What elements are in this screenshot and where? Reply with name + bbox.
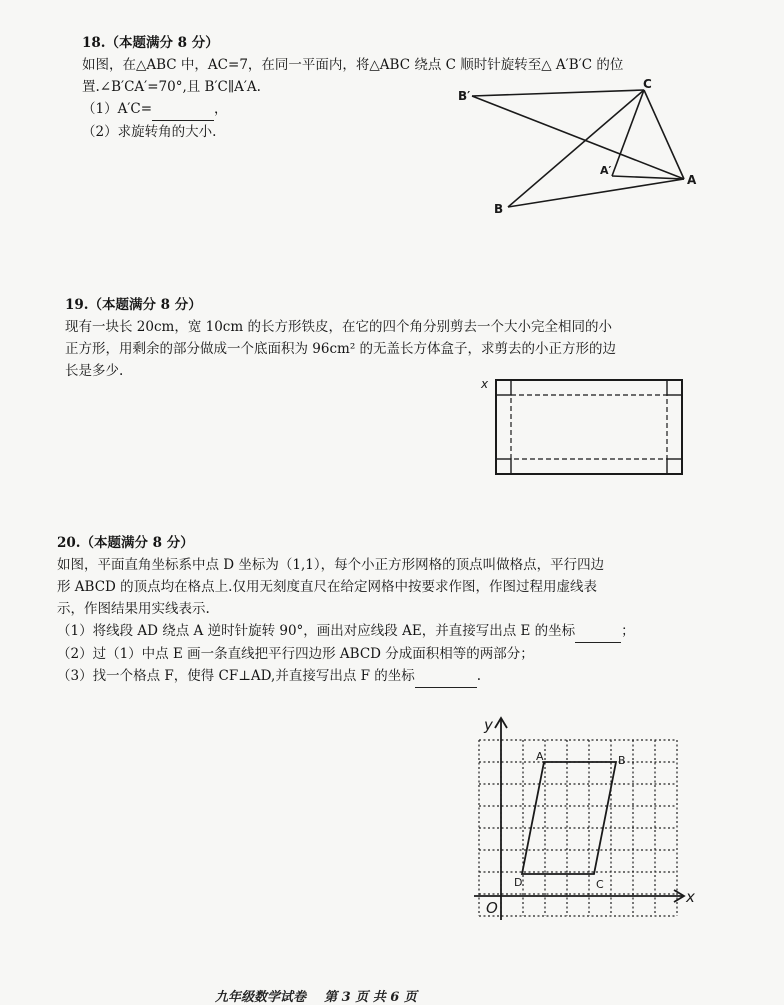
- rotation-triangle-figure: [450, 76, 710, 226]
- question-20: [57, 532, 707, 688]
- question-18-part1-label: （1）A′C=: [82, 101, 153, 117]
- question-20-part3-end: .: [476, 668, 482, 684]
- label-y: y: [484, 716, 493, 734]
- question-20-text-line3: 示，作图结果用实线表示.: [57, 601, 210, 617]
- question-20-title: 20.（本题满分 8 分）: [57, 535, 194, 551]
- question-20-part1-end: ；: [621, 623, 635, 639]
- label-d: D: [514, 876, 523, 889]
- question-19: [65, 294, 705, 382]
- label-b: B: [494, 202, 504, 216]
- answer-blank[interactable]: [152, 98, 214, 121]
- question-20-text-line1: 如图，平面直角坐标系中点 D 坐标为（1,1），每个小正方形网格的顶点叫做格点，平行四边: [57, 557, 605, 573]
- question-20-text-line2: 形 ABCD 的顶点均在格点上.仅用无刻度直尺在给定网格中按要求作图，作图过程用虚线表: [57, 579, 597, 595]
- label-x-axis: x: [686, 888, 695, 906]
- corner-square-bl: [496, 459, 511, 474]
- corner-square-tl: [496, 380, 511, 395]
- question-18-text-line1: 如图，在△ABC 中，AC=7，在同一平面内，将△ABC 绕点 C 顺时针旋转至△ A′B′C 的位: [82, 57, 624, 73]
- question-20-part3-label: （3）找一个格点 F，使得 CF⊥AD,并直接写出点 F 的坐标: [57, 668, 415, 684]
- corner-square-br: [667, 459, 682, 474]
- question-19-text-line3: 长是多少.: [65, 363, 124, 379]
- segment-b1-c: [472, 90, 644, 96]
- label-a: A: [687, 173, 697, 187]
- label-a-prime: A′: [600, 164, 612, 177]
- question-20-part1: [57, 620, 707, 643]
- segment-b-a: [508, 179, 684, 207]
- sheet-outline: [496, 380, 682, 474]
- parallelogram-abcd: [522, 762, 616, 874]
- label-x: x: [481, 377, 489, 391]
- question-18-part1-end: ，: [214, 101, 228, 117]
- coordinate-grid-figure: [460, 710, 700, 930]
- page-footer: 九年级数学试卷 第 3 页 共 6 页: [215, 990, 417, 1005]
- question-18-title: 18.（本题满分 8 分）: [82, 35, 219, 51]
- question-18-part2: （2）求旋转角的大小.: [82, 124, 217, 140]
- segment-c-b: [508, 90, 644, 207]
- question-18-text-line2: 置.∠B′CA′=70°,且 B′C∥A′A.: [82, 79, 261, 95]
- label-b-prime: B′: [458, 89, 471, 103]
- label-origin: O: [486, 899, 498, 917]
- segment-a1-a: [612, 176, 684, 179]
- fold-lines: [511, 395, 667, 459]
- answer-blank-point-f[interactable]: [415, 665, 477, 688]
- question-19-text-line2: 正方形，用剩余的部分做成一个底面积为 96cm² 的无盖长方体盒子，求剪去的小正方形的边: [65, 341, 617, 357]
- label-c: C: [596, 878, 604, 891]
- label-a: A: [536, 750, 544, 763]
- label-b: B: [618, 754, 626, 767]
- answer-blank-point-e[interactable]: [575, 620, 621, 643]
- corner-square-tr: [667, 380, 682, 395]
- grid-lines: [479, 740, 677, 916]
- label-c: C: [643, 77, 652, 91]
- question-19-title: 19.（本题满分 8 分）: [65, 297, 202, 313]
- question-20-part3: [57, 665, 707, 688]
- question-19-text-line1: 现有一块长 20cm，宽 10cm 的长方形铁皮，在它的四个角分别剪去一个大小完全相同的小: [65, 319, 612, 335]
- question-20-part1-label: （1）将线段 AD 绕点 A 逆时针旋转 90°，画出对应线段 AE，并直接写出点 E 的坐标: [57, 623, 576, 639]
- question-20-part2: （2）过（1）中点 E 画一条直线把平行四边形 ABCD 分成面积相等的两部分；: [57, 646, 534, 662]
- box-net-figure: [478, 374, 688, 480]
